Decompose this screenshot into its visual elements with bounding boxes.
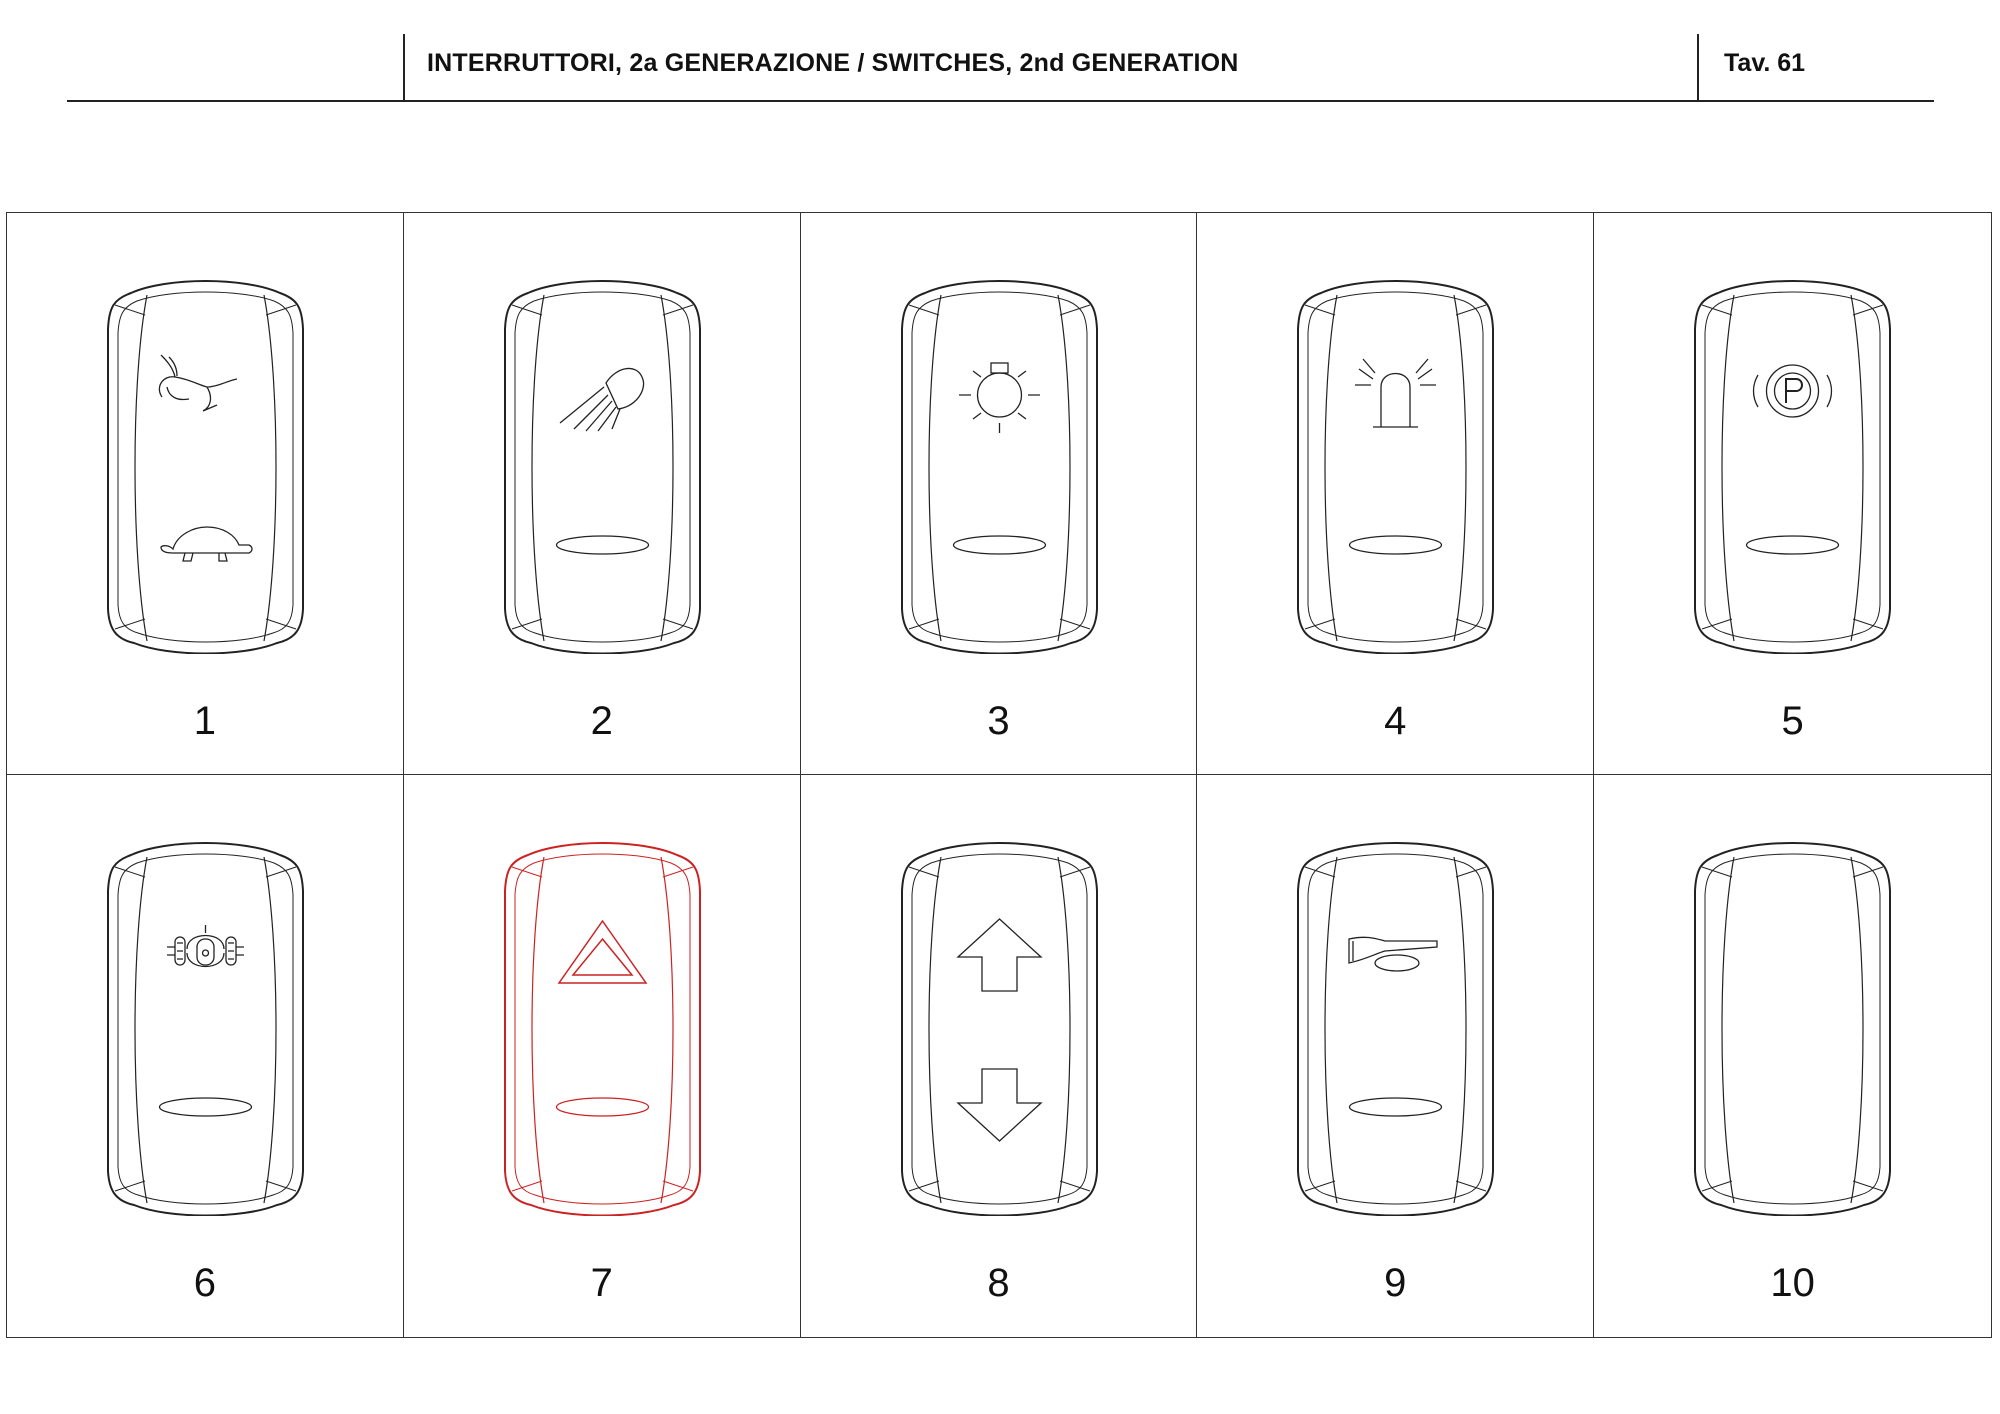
- differential-lock-icon: [167, 925, 244, 967]
- indicator-lens: [953, 536, 1045, 554]
- indicator-lens: [1350, 1098, 1442, 1116]
- indicator-lens: [556, 1098, 648, 1116]
- switch-grid: [6, 212, 1992, 1338]
- switch-body-outline: [108, 281, 303, 654]
- switch-number: 1: [193, 699, 217, 743]
- horn-icon: [1349, 937, 1437, 971]
- switch-cell-8: [801, 775, 1198, 1337]
- hazard-icon: [559, 921, 646, 983]
- switch-number: 3: [987, 699, 1010, 743]
- switch-cell-9: [1197, 775, 1594, 1337]
- work-light-icon: [560, 368, 644, 431]
- rocker-switch-8: [901, 841, 1098, 1216]
- rocker-switch-10: [1694, 841, 1891, 1216]
- switch-body-outline: [1695, 843, 1890, 1216]
- beacon-icon: [1355, 359, 1436, 427]
- indicator-lens: [1747, 536, 1839, 554]
- rocker-switch-3: [901, 279, 1098, 654]
- switch-cell-2: [404, 213, 801, 775]
- switch-body-outline: [505, 843, 700, 1216]
- parking-brake-icon: [1754, 365, 1832, 417]
- switch-number: 2: [590, 699, 613, 743]
- header-rule: [67, 100, 1934, 102]
- arrow-down-icon: [958, 1069, 1041, 1141]
- switch-body-outline: [902, 843, 1097, 1216]
- switch-number: 4: [1384, 699, 1407, 743]
- switch-cell-3: [801, 213, 1198, 775]
- lamp-icon: [959, 363, 1040, 433]
- switch-body-outline: [1298, 281, 1493, 654]
- switch-number: 10: [1770, 1261, 1815, 1305]
- switch-cell-7: [404, 775, 801, 1337]
- switch-cell-10: [1594, 775, 1991, 1337]
- indicator-lens: [556, 536, 648, 554]
- switch-body-outline: [505, 281, 700, 654]
- header-divider-left: [403, 34, 405, 100]
- switch-number: 8: [987, 1261, 1010, 1305]
- rocker-switch-2: [504, 279, 701, 654]
- rocker-switch-7: [504, 841, 701, 1216]
- switch-cell-4: [1197, 213, 1594, 775]
- switch-body-outline: [1298, 843, 1493, 1216]
- rocker-switch-4: [1297, 279, 1494, 654]
- switch-cell-6: [7, 775, 404, 1337]
- switch-body-outline: [1695, 281, 1890, 654]
- rocker-switch-9: [1297, 841, 1494, 1216]
- switch-number: 5: [1781, 699, 1804, 743]
- plate-number: Tav. 61: [1724, 49, 1806, 77]
- arrow-up-icon: [958, 919, 1041, 991]
- rabbit-icon: [159, 355, 237, 411]
- switch-number: 7: [590, 1261, 613, 1305]
- rocker-switch-5: [1694, 279, 1891, 654]
- switch-number: 6: [193, 1261, 217, 1305]
- switch-number: 9: [1384, 1261, 1407, 1305]
- page-title: INTERRUTTORI, 2a GENERAZIONE / SWITCHES, 2nd GENERATION: [427, 49, 1239, 77]
- rocker-switch-6: [107, 841, 304, 1216]
- turtle-icon: [161, 527, 252, 561]
- indicator-lens: [1350, 536, 1442, 554]
- indicator-lens: [160, 1098, 252, 1116]
- rocker-switch-1: [107, 279, 304, 654]
- header-divider-right: [1697, 34, 1699, 100]
- switch-body-outline: [902, 281, 1097, 654]
- switch-body-outline: [108, 843, 303, 1216]
- switch-cell-1: [7, 213, 404, 775]
- switch-cell-5: [1594, 213, 1991, 775]
